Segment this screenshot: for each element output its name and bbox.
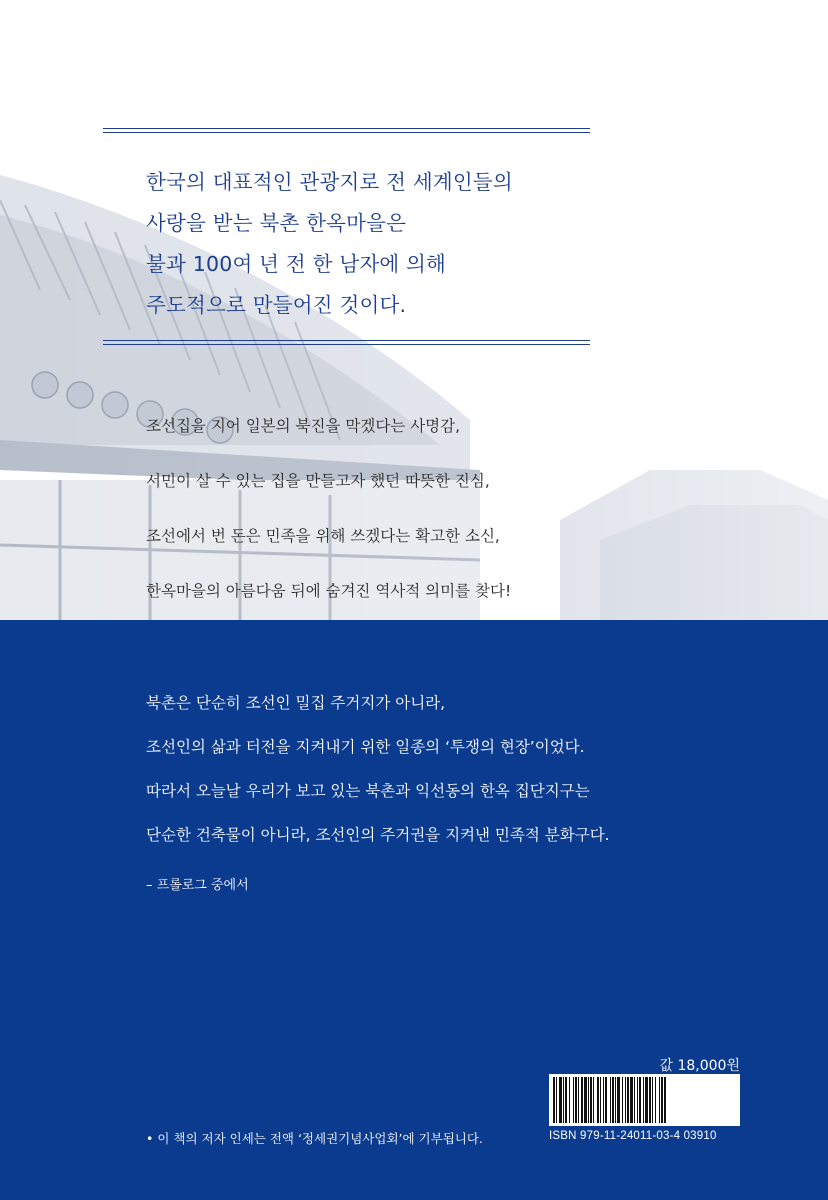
barcode-bar xyxy=(588,1077,589,1123)
barcode-bar xyxy=(597,1077,599,1123)
summary-line: 조선집을 지어 일본의 북진을 막겠다는 사명감, xyxy=(146,417,461,435)
barcode-bar xyxy=(605,1077,607,1123)
quote-line: 조선인의 삶과 터전을 지켜내기 위한 일종의 ‘투쟁의 현장’이었다. xyxy=(146,738,585,756)
barcode-bar xyxy=(556,1077,557,1123)
summary-text xyxy=(146,399,511,619)
barcode-bar xyxy=(553,1077,555,1123)
barcode-bar xyxy=(622,1077,623,1123)
barcode-bars xyxy=(549,1074,740,1126)
barcode-bar xyxy=(578,1077,579,1123)
barcode-bar xyxy=(565,1077,567,1123)
barcode-bar xyxy=(563,1077,564,1123)
barcode-bar xyxy=(627,1077,629,1123)
barcode-bar xyxy=(634,1077,635,1123)
barcode-bar xyxy=(637,1077,638,1123)
barcode-bar xyxy=(655,1077,656,1123)
barcode-bar xyxy=(630,1077,633,1123)
prologue-quote xyxy=(146,681,610,857)
quote-line: 따라서 오늘날 우리가 보고 있는 북촌과 익선동의 한옥 집단지구는 xyxy=(146,782,590,800)
summary-line: 조선에서 번 돈은 민족을 위해 쓰겠다는 확고한 소신, xyxy=(146,527,500,545)
intro-line: 사랑을 받는 북촌 한옥마을은 xyxy=(146,211,407,235)
quote-line: 북촌은 단순히 조선인 밀집 주거지가 아니라, xyxy=(146,694,446,712)
quote-line: 단순한 건축물이 아니라, 조선인의 주거권을 지켜낸 민족적 분화구다. xyxy=(146,826,610,844)
barcode-bar xyxy=(639,1077,641,1123)
intro-line: 불과 100여 년 전 한 남자에 의해 xyxy=(146,252,447,276)
barcode-bar xyxy=(600,1077,601,1123)
barcode-bar xyxy=(612,1077,614,1123)
barcode-bar xyxy=(584,1077,587,1123)
barcode-bar xyxy=(615,1077,616,1123)
price-label: 값 18,000원 xyxy=(659,1058,740,1074)
isbn-number: ISBN 979-11-24011-03-4 03910 xyxy=(549,1130,717,1142)
bottom-divider xyxy=(103,340,590,345)
barcode-bar xyxy=(645,1077,648,1123)
barcode-bar xyxy=(661,1077,663,1123)
intro-line: 한국의 대표적인 관광지로 전 세계인들의 xyxy=(146,170,513,194)
barcode-bar xyxy=(625,1077,626,1123)
barcode-bar xyxy=(617,1077,620,1123)
cover-bottom-section xyxy=(0,620,828,1200)
barcode-bar xyxy=(603,1077,604,1123)
intro-text xyxy=(146,162,513,326)
barcode xyxy=(549,1074,740,1126)
barcode-bar xyxy=(581,1077,583,1123)
barcode-bar xyxy=(664,1077,666,1123)
barcode-bar xyxy=(649,1077,651,1123)
barcode-bar xyxy=(643,1077,644,1123)
barcode-bar xyxy=(569,1077,570,1123)
barcode-bar xyxy=(559,1077,562,1123)
barcode-bar xyxy=(593,1077,594,1123)
barcode-bar xyxy=(575,1077,577,1123)
barcode-bar xyxy=(590,1077,592,1123)
barcode-bar xyxy=(573,1077,574,1123)
barcode-bar xyxy=(652,1077,653,1123)
summary-line: 서민이 살 수 있는 집을 만들고자 했던 따뜻한 진심, xyxy=(146,472,490,490)
barcode-bar xyxy=(659,1077,660,1123)
summary-line: 한옥마을의 아름다움 뒤에 숨겨진 역사적 의미를 찾다! xyxy=(146,582,512,600)
royalty-note: • 이 책의 저자 인세는 전액 ‘정세권기념사업회’에 기부됩니다. xyxy=(146,1131,483,1146)
barcode-bar xyxy=(610,1077,611,1123)
intro-line: 주도적으로 만들어진 것이다. xyxy=(146,293,407,317)
top-divider xyxy=(103,128,590,133)
quote-source: – 프롤로그 중에서 xyxy=(146,878,249,893)
